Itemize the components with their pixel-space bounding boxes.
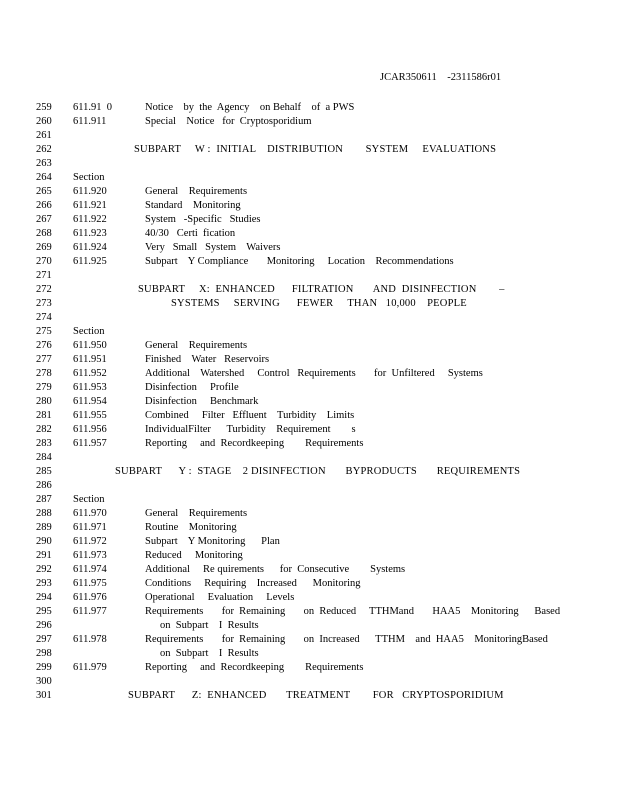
section-number: 611.974 <box>73 564 107 575</box>
section-number: 611.922 <box>73 214 107 225</box>
section-title-continued: on Subpart I Results <box>160 648 259 659</box>
line-number: 268 <box>36 228 52 239</box>
section-title: Conditions Requiring Increased Monitoring <box>145 578 361 589</box>
subpart-heading: SUBPART Y : STAGE 2 DISINFECTION BYPRODUCTS REQUIREMENTS <box>115 466 521 477</box>
section-title: Additional Watershed Control Requirements for Unfiltered Systems <box>145 368 483 379</box>
section-title: Finished Water Reservoirs <box>145 354 270 365</box>
section-number: 611.923 <box>73 228 107 239</box>
section-number: 611.972 <box>73 536 107 547</box>
subpart-heading: SUBPART W : INITIAL DISTRIBUTION SYSTEM EVALUATIONS <box>134 144 497 155</box>
line-number: 293 <box>36 578 52 589</box>
section-number: 611.925 <box>73 256 107 267</box>
line-number: 270 <box>36 256 52 267</box>
line-number: 282 <box>36 424 52 435</box>
line-number: 266 <box>36 200 52 211</box>
section-number: 611.977 <box>73 606 107 617</box>
line-number: 298 <box>36 648 52 659</box>
line-number: 274 <box>36 312 52 323</box>
section-number: 611.957 <box>73 438 107 449</box>
line-number: 280 <box>36 396 52 407</box>
section-number: 611.91 0 <box>73 102 112 113</box>
line-number: 278 <box>36 368 52 379</box>
section-number: 611.924 <box>73 242 107 253</box>
section-number: 611.955 <box>73 410 107 421</box>
section-number: 611.951 <box>73 354 107 365</box>
line-number: 291 <box>36 550 52 561</box>
section-number: 611.973 <box>73 550 107 561</box>
line-number: 301 <box>36 690 52 701</box>
line-number: 281 <box>36 410 52 421</box>
line-number: 284 <box>36 452 52 463</box>
section-column-label: Section <box>73 172 105 183</box>
section-title: Very Small System Waivers <box>145 242 281 253</box>
line-number: 285 <box>36 466 52 477</box>
line-number: 292 <box>36 564 52 575</box>
section-title: Disinfection Profile <box>145 382 239 393</box>
section-number: 611.978 <box>73 634 107 645</box>
line-number: 290 <box>36 536 52 547</box>
section-title: Notice by the Agency on Behalf of a PWS <box>145 102 355 113</box>
section-title: General Requirements <box>145 186 248 197</box>
section-number: 611.950 <box>73 340 107 351</box>
section-title: Reduced Monitoring <box>145 550 243 561</box>
section-number: 611.952 <box>73 368 107 379</box>
line-number: 276 <box>36 340 52 351</box>
section-title: Requirements for Remaining on Increased TTHM and HAA5 MonitoringBased <box>145 634 548 645</box>
section-number: 611.970 <box>73 508 107 519</box>
line-number: 287 <box>36 494 52 505</box>
section-title: Additional Re quirements for Consecutive Systems <box>145 564 406 575</box>
section-title: Combined Filter Effluent Turbidity Limits <box>145 410 355 421</box>
section-number: 611.954 <box>73 396 107 407</box>
line-number: 271 <box>36 270 52 281</box>
section-title: IndividualFilter Turbidity Requirement s <box>145 424 356 435</box>
section-number: 611.953 <box>73 382 107 393</box>
line-number: 269 <box>36 242 52 253</box>
line-number: 294 <box>36 592 52 603</box>
document-identifier: JCAR350611 -2311586r01 <box>380 72 502 83</box>
subpart-heading-continued: SYSTEMS SERVING FEWER THAN 10,000 PEOPLE <box>171 298 467 309</box>
line-number: 279 <box>36 382 52 393</box>
line-number: 288 <box>36 508 52 519</box>
section-number: 611.920 <box>73 186 107 197</box>
section-title: Requirements for Remaining on Reduced TTHMand HAA5 Monitoring Based <box>145 606 561 617</box>
line-number: 289 <box>36 522 52 533</box>
line-number: 265 <box>36 186 52 197</box>
section-title: System -Specific Studies <box>145 214 261 225</box>
section-title: Subpart Y Monitoring Plan <box>145 536 280 547</box>
section-title: Subpart Y Compliance Monitoring Location Recommendations <box>145 256 454 267</box>
line-number: 300 <box>36 676 52 687</box>
section-title: Operational Evaluation Levels <box>145 592 295 603</box>
section-title: 40/30 Certi fication <box>145 228 236 239</box>
section-number: 611.911 <box>73 116 107 127</box>
line-number: 272 <box>36 284 52 295</box>
line-number: 296 <box>36 620 52 631</box>
line-number: 267 <box>36 214 52 225</box>
line-number: 273 <box>36 298 52 309</box>
section-number: 611.975 <box>73 578 107 589</box>
section-number: 611.921 <box>73 200 107 211</box>
section-title: Special Notice for Cryptosporidium <box>145 116 312 127</box>
line-number: 297 <box>36 634 52 645</box>
line-number: 264 <box>36 172 52 183</box>
line-number: 299 <box>36 662 52 673</box>
section-title: Reporting and Recordkeeping Requirements <box>145 438 364 449</box>
section-title: Standard Monitoring <box>145 200 241 211</box>
section-number: 611.971 <box>73 522 107 533</box>
section-title: General Requirements <box>145 340 248 351</box>
line-number: 295 <box>36 606 52 617</box>
line-number: 260 <box>36 116 52 127</box>
line-number: 259 <box>36 102 52 113</box>
line-number: 283 <box>36 438 52 449</box>
section-title: General Requirements <box>145 508 248 519</box>
line-number: 262 <box>36 144 52 155</box>
line-number: 275 <box>36 326 52 337</box>
section-number: 611.956 <box>73 424 107 435</box>
section-column-label: Section <box>73 326 105 337</box>
section-number: 611.976 <box>73 592 107 603</box>
line-number: 261 <box>36 130 52 141</box>
line-number: 277 <box>36 354 52 365</box>
section-title-continued: on Subpart I Results <box>160 620 259 631</box>
line-number: 286 <box>36 480 52 491</box>
section-title: Reporting and Recordkeeping Requirements <box>145 662 364 673</box>
subpart-heading: SUBPART X: ENHANCED FILTRATION AND DISINFECTION – <box>138 284 505 295</box>
section-column-label: Section <box>73 494 105 505</box>
section-title: Routine Monitoring <box>145 522 237 533</box>
section-number: 611.979 <box>73 662 107 673</box>
subpart-heading: SUBPART Z: ENHANCED TREATMENT FOR CRYPTOSPORIDIUM <box>128 690 504 701</box>
line-number: 263 <box>36 158 52 169</box>
section-title: Disinfection Benchmark <box>145 396 259 407</box>
